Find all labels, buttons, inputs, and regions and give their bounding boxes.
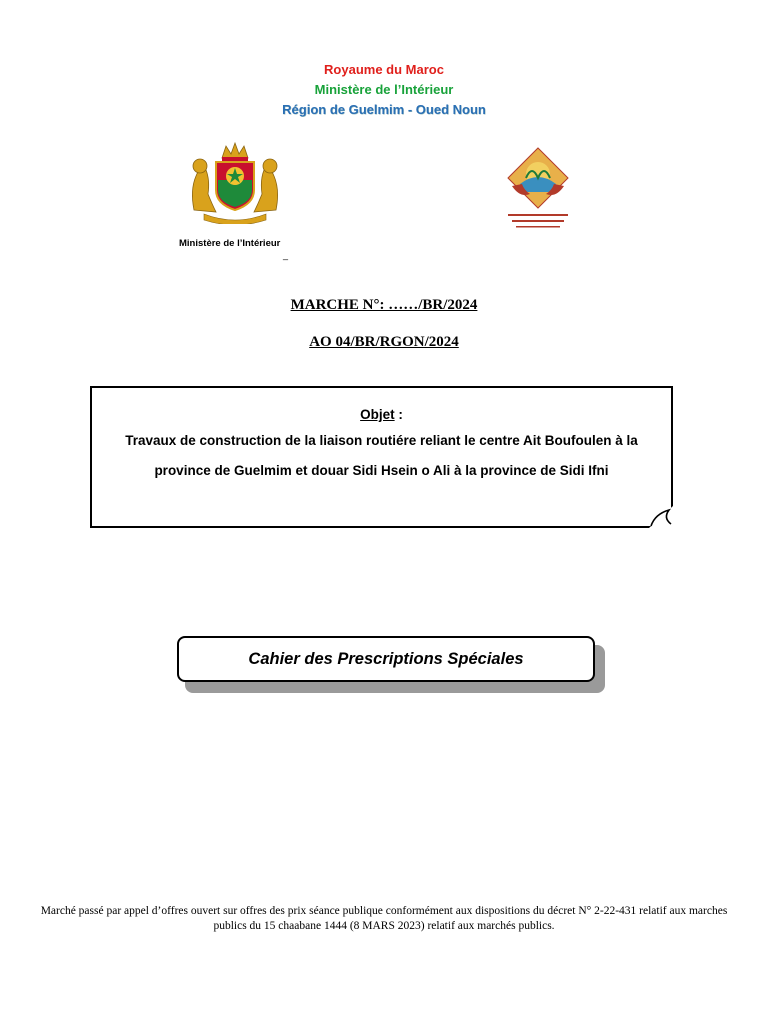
document-title: Cahier des Prescriptions Spéciales: [177, 636, 595, 682]
objet-label: Objet: [360, 407, 395, 422]
ministry-logo-caption: Ministère de l’Intérieur: [179, 238, 281, 249]
footer-note: Marché passé par appel d’offres ouvert sur offres des prix séance publique conformément aux dispositions du décret N° 2-22-431 relatif aux marches publics du 15 chaabane 1444 (8 MARS 2023) relatif aux marchés publics.: [40, 905, 728, 932]
kingdom-heading: Royaume du Maroc: [324, 62, 444, 77]
objet-label-colon: :: [394, 407, 403, 422]
page-fold-icon: [649, 506, 673, 528]
marche-reference: MARCHE N°: ……/BR/2024: [290, 297, 478, 313]
objet-heading: [360, 407, 403, 422]
objet-description: Travaux de construction de la liaison routiére reliant le centre Ait Boufoulen à la province de Guelmim et douar Sidi Hsein o Ali à la province de Sidi Ifni: [125, 433, 638, 478]
region-logo-icon: [498, 144, 578, 234]
ao-reference: AO 04/BR/RGON/2024: [309, 334, 459, 350]
coat-of-arms-icon: [186, 140, 284, 224]
region-heading: Région de Guelmim - Oued Noun: [282, 102, 486, 117]
caption-dash: _: [283, 250, 289, 260]
objet-box: [90, 386, 673, 528]
ministry-heading: Ministère de l’Intérieur: [314, 82, 454, 97]
